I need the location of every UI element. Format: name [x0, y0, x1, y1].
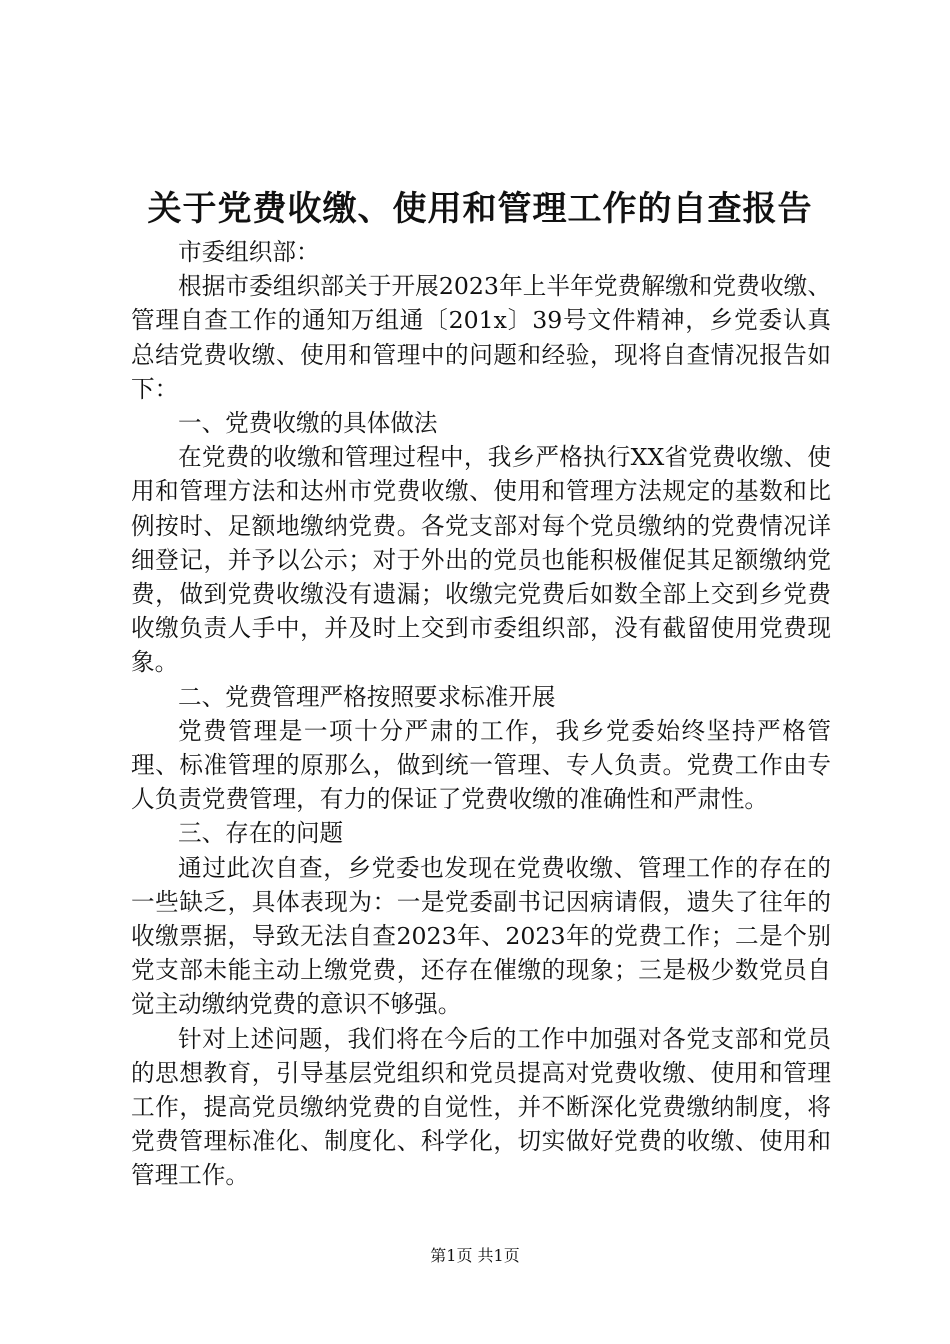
section-heading-3: 三、存在的问题	[178, 819, 344, 848]
paragraph-conclusion: 针对上述问题，我们将在今后的工作中加强对各党支部和党员的思想教育，引导基层党组织和党员提高对党费收缴、使用和管理工作，提高党员缴纳党费的自觉性，并不断深化党费缴纳制度，将党费管理标准化、制度化、科学化，切实做好党费的收缴、使用和管理工作。	[131, 1024, 831, 1190]
paragraph-section-2: 党费管理是一项十分严肃的工作，我乡党委始终坚持严格管理、标准管理的原那么，做到统一管理、专人负责。党费工作由专人负责党费管理，有力的保证了党费收缴的准确性和严肃性。	[131, 716, 831, 814]
paragraph-section-3: 通过此次自查，乡党委也发现在党费收缴、管理工作的存在的一些缺乏，具体表现为：一是党委副书记因病请假，遗失了往年的收缴票据，导致无法自查2023年、2023年的党费工作；二是个别党支部未能主动上缴党费，还存在催缴的现象；三是极少数党员自觉主动缴纳党费的意识不够强。	[131, 853, 831, 1019]
salutation: 市委组织部：	[178, 238, 320, 266]
paragraph-section-1: 在党费的收缴和管理过程中，我乡严格执行XX省党费收缴、使用和管理方法和达州市党费收缴、使用和管理方法规定的基数和比例按时、足额地缴纳党费。各党支部对每个党员缴纳的党费情况详细登记，并予以公示；对于外出的党员也能积极催促其足额缴纳党费，做到党费收缴没有遗漏；收缴完党费后如数全部上交到乡党费收缴负责人手中，并及时上交到市委组织部，没有截留使用党费现象。	[131, 443, 831, 677]
paragraph-intro: 根据市委组织部关于开展2023年上半年党费解缴和党费收缴、管理自查工作的通知万组通〔201x〕39号文件精神，乡党委认真总结党费收缴、使用和管理中的问题和经验，现将自查情况报告如下：	[131, 272, 831, 403]
section-heading-2: 二、党费管理严格按照要求标准开展	[178, 682, 556, 711]
document-title: 关于党费收缴、使用和管理工作的自查报告	[147, 189, 813, 229]
page-footer: 第1页 共1页	[430, 1246, 520, 1265]
section-heading-1: 一、党费收缴的具体做法	[178, 409, 438, 438]
document-body	[131, 235, 831, 1193]
